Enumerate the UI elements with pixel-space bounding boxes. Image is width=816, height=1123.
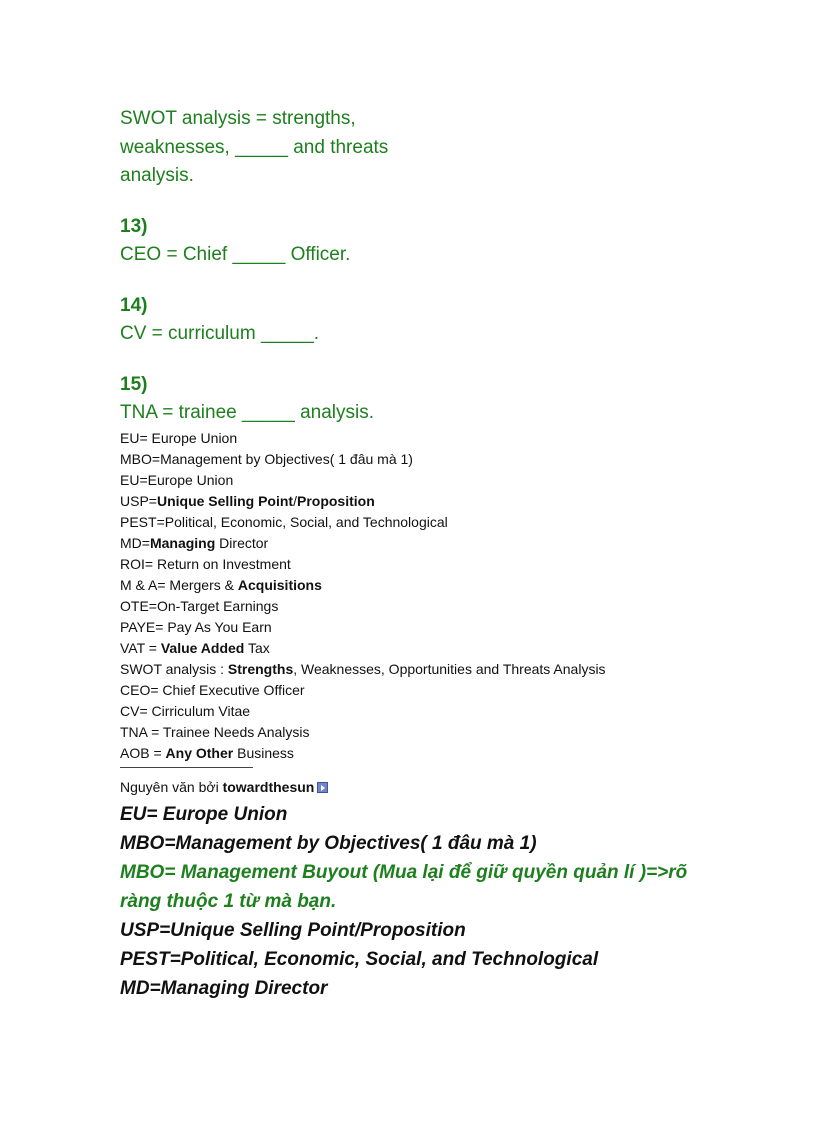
reply-line: USP=Unique Selling Point/Proposition	[120, 919, 466, 941]
question-14-text: CV = curriculum _____.	[120, 323, 320, 344]
answer-item: M & A= Mergers & Acquisitions	[120, 576, 322, 593]
answer-item: OTE=On-Target Earnings	[120, 597, 279, 614]
answer-list	[120, 428, 780, 764]
answer-item: VAT = Value Added Tax	[120, 639, 270, 656]
question-14-number: 14)	[120, 294, 148, 316]
reply-line-highlight: ràng thuộc 1 từ mà bạn.	[120, 890, 337, 912]
spacer	[120, 270, 780, 292]
answer-item: USP=Unique Selling Point/Proposition	[120, 492, 375, 509]
reply-line: PEST=Political, Economic, Social, and Technological	[120, 948, 599, 970]
answer-item: EU= Europe Union	[120, 429, 238, 446]
reply-line: MBO=Management by Objectives( 1 đâu mà 1)	[120, 832, 537, 854]
quote-divider	[120, 767, 253, 768]
answer-item: PEST=Political, Economic, Social, and Technological	[120, 513, 448, 530]
reply-line-highlight: MBO= Management Buyout (Mua lại để giữ quyền quản lí )=>rõ	[120, 861, 688, 883]
question-12-line-1: SWOT analysis = strengths,	[120, 108, 356, 129]
answer-item: TNA = Trainee Needs Analysis	[120, 723, 310, 740]
question-15-text: TNA = trainee _____ analysis.	[120, 402, 375, 423]
question-13-text: CEO = Chief _____ Officer.	[120, 244, 351, 265]
answer-item: MBO=Management by Objectives( 1 đâu mà 1)	[120, 450, 413, 467]
answer-item: EU=Europe Union	[120, 471, 234, 488]
answer-item: MD=Managing Director	[120, 534, 269, 551]
view-post-arrow-icon[interactable]	[317, 782, 328, 793]
spacer	[120, 349, 780, 371]
quote-attribution: Nguyên văn bởi towardthesun	[120, 777, 780, 798]
question-12-line-3: analysis.	[120, 165, 194, 186]
quote-author: towardthesun	[222, 778, 315, 795]
reply-line: EU= Europe Union	[120, 803, 288, 825]
question-12-line-2: weaknesses, _____ and threats	[120, 136, 389, 158]
answer-item: PAYE= Pay As You Earn	[120, 618, 272, 635]
answer-item: SWOT analysis : Strengths, Weaknesses, Opportunities and Threats Analysis	[120, 660, 606, 677]
question-15-number: 15)	[120, 373, 148, 395]
reply-line: MD=Managing Director	[120, 977, 328, 999]
question-13-number: 13)	[120, 215, 148, 237]
answer-item: ROI= Return on Investment	[120, 555, 291, 572]
document-page	[120, 105, 780, 1003]
answer-item: AOB = Any Other Business	[120, 744, 294, 761]
answer-item: CEO= Chief Executive Officer	[120, 681, 305, 698]
answer-item: CV= Cirriculum Vitae	[120, 702, 251, 719]
spacer	[120, 191, 780, 213]
